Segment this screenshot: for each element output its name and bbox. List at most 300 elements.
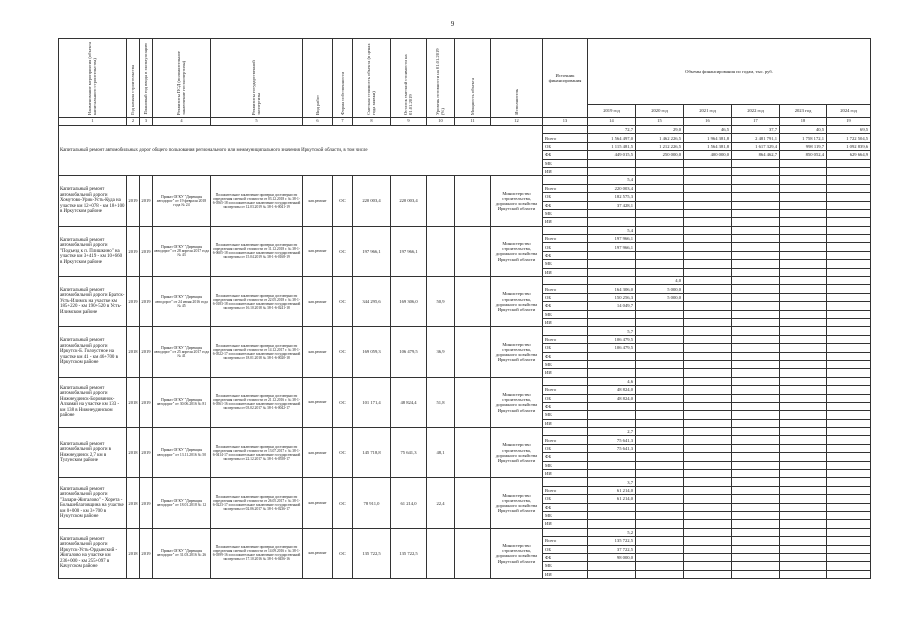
amount-cell xyxy=(684,184,732,192)
document-sheet xyxy=(58,38,870,579)
column-number: 9 xyxy=(391,118,427,126)
amount-cell xyxy=(684,520,732,528)
start-year: 2018 xyxy=(127,327,140,377)
amount-cell xyxy=(732,344,780,352)
end-year: 2019 xyxy=(140,277,153,327)
amount-cell xyxy=(636,553,684,561)
amount-cell xyxy=(636,360,684,368)
amount-cell xyxy=(588,310,636,318)
amount-cell xyxy=(827,545,871,553)
column-header xyxy=(153,39,211,118)
amount-cell xyxy=(732,486,780,494)
column-number: 8 xyxy=(353,118,391,126)
column-number: 3 xyxy=(140,118,153,126)
amount-cell xyxy=(684,545,732,553)
amount-cell: 400 000,0 xyxy=(684,151,732,159)
capacity xyxy=(455,226,491,276)
estimated-cost: 78 911,0 xyxy=(353,478,391,528)
source-cell: ИИ xyxy=(543,419,588,427)
amount-cell xyxy=(827,377,871,385)
amount-cell xyxy=(684,528,732,536)
source-cell: ФБ xyxy=(543,302,588,310)
amount-cell xyxy=(588,419,636,427)
capacity xyxy=(455,478,491,528)
source-cell: ИИ xyxy=(543,318,588,326)
amount-cell: 1 964 381,8 xyxy=(684,134,732,142)
start-year: 2019 xyxy=(127,176,140,226)
source-cell: МБ xyxy=(543,209,588,217)
amount-cell xyxy=(827,318,871,326)
amount-cell xyxy=(827,293,871,301)
amount-cell xyxy=(827,419,871,427)
column-number: 1 xyxy=(59,118,127,126)
column-header-text: Плановый год ввода в эксплуатацию xyxy=(143,43,149,115)
amount-cell xyxy=(732,167,780,175)
source-cell: ОБ xyxy=(543,545,588,553)
expertise-requisites: Положительное заключение проверки достоверности определения сметной стоимости от 13.07.2017 г. № 38-1-6-0414-17 и положительное заключение государственной экспертизы от 22.12.2017 № 38-1-6-0558-17 xyxy=(211,428,303,478)
amount-cell xyxy=(827,277,871,285)
amount-cell xyxy=(588,453,636,461)
amount-cell xyxy=(732,209,780,217)
amount-cell xyxy=(636,478,684,486)
amount-cell: 197 966,1 xyxy=(588,243,636,251)
amount-cell xyxy=(636,235,684,243)
amount-cell xyxy=(827,511,871,519)
amount-cell xyxy=(827,243,871,251)
amount-cell xyxy=(827,352,871,360)
object-name: Капитальный ремонт автомобильной дороги Иркутск-Б. Голоустное на участке км 41 - км 46+700 в Иркутском районе xyxy=(59,327,127,377)
amount-cell xyxy=(732,562,780,570)
amount-cell xyxy=(684,285,732,293)
remaining-cost: 75 641,3 xyxy=(391,428,427,478)
amount-cell xyxy=(732,428,780,436)
amount-cell xyxy=(827,285,871,293)
amount-cell xyxy=(780,360,827,368)
column-header xyxy=(333,39,353,118)
amount-cell xyxy=(684,570,732,578)
amount-cell: 1 758 172,1 xyxy=(780,134,827,142)
object-name: Капитальный ремонт автомобильной дороги Хомутово-Урик-Усть-Куда на участке км 12+078 - км 18+100 в Иркутском районе xyxy=(59,176,127,226)
amount-cell xyxy=(684,562,732,570)
amount-cell: 61 214,0 xyxy=(588,495,636,503)
psd-requisites: Приказ ОГКУ "Дирекция автодорог" от 24 июня 2016 года № 45 xyxy=(153,277,211,327)
amount-cell xyxy=(684,209,732,217)
readiness xyxy=(427,226,455,276)
amount-cell xyxy=(684,461,732,469)
source-cell: Всего xyxy=(543,335,588,343)
end-year: 2019 xyxy=(140,528,153,578)
amount-cell xyxy=(684,411,732,419)
amount-cell: 106 479,5 xyxy=(588,344,636,352)
column-header-text: Уровень готовности на 01.01.2019 (%) xyxy=(435,48,446,115)
amount-cell: 37,7 xyxy=(732,126,780,134)
amount-cell xyxy=(780,537,827,545)
amount-cell xyxy=(827,436,871,444)
summary-row xyxy=(59,126,871,134)
remaining-cost: 135 722,5 xyxy=(391,528,427,578)
financing-header: Объемы финансирования по годам, тыс. руб. xyxy=(588,39,871,105)
amount-cell xyxy=(684,453,732,461)
executor: Министерство строительства, дорожного хозяйства Иркутской области xyxy=(491,226,543,276)
source-cell: ОБ xyxy=(543,444,588,452)
amount-cell xyxy=(636,436,684,444)
column-header-text: Реквизиты ПСД (положительное заключение госэкспертизы) xyxy=(176,50,187,115)
amount-cell xyxy=(588,352,636,360)
estimated-cost: 101 171,4 xyxy=(353,377,391,427)
table-row xyxy=(59,428,871,436)
amount-cell xyxy=(732,495,780,503)
estimated-cost: 344 295,6 xyxy=(353,277,391,327)
amount-cell xyxy=(636,209,684,217)
executor: Министерство строительства, дорожного хозяйства Иркутской области xyxy=(491,528,543,578)
end-year: 2019 xyxy=(140,377,153,427)
expertise-requisites: Положительное заключение проверки достоверности определения сметной стоимости от 22.05.2018 г. № 38-1-6-0183-18 и положительное заключение государственной экспертизы от 16.10.2018 № 38-1-6-0241-18 xyxy=(211,277,303,327)
column-number: 5 xyxy=(211,118,303,126)
source-cell xyxy=(543,277,588,285)
amount-cell xyxy=(780,277,827,285)
amount-cell xyxy=(588,260,636,268)
amount-cell xyxy=(636,394,684,402)
amount-cell xyxy=(780,520,827,528)
amount-cell xyxy=(732,226,780,234)
source-cell: ОБ xyxy=(543,293,588,301)
amount-cell xyxy=(780,377,827,385)
amount-cell xyxy=(684,394,732,402)
amount-cell xyxy=(684,478,732,486)
amount-cell xyxy=(780,461,827,469)
amount-cell xyxy=(636,537,684,545)
estimated-cost: 135 722,5 xyxy=(353,528,391,578)
amount-cell: 449 015,5 xyxy=(588,151,636,159)
expertise-requisites: Положительное заключение проверки достоверности определения сметной стоимости от 14.09.2016 г. № 38-1-6-0399-16 и положительное заключение государственной экспертизы от 17.10.2016 № 38-1-6-0456-16 xyxy=(211,528,303,578)
amount-cell xyxy=(684,176,732,184)
capacity xyxy=(455,528,491,578)
amount-cell: 61 214,0 xyxy=(588,486,636,494)
amount-cell xyxy=(827,553,871,561)
amount-cell xyxy=(827,369,871,377)
amount-cell xyxy=(827,268,871,276)
work-kind: кап.ремонт xyxy=(303,478,333,528)
end-year: 2019 xyxy=(140,226,153,276)
amount-cell xyxy=(636,226,684,234)
amount-cell xyxy=(827,461,871,469)
amount-cell xyxy=(827,428,871,436)
work-kind: кап.ремонт xyxy=(303,226,333,276)
readiness: 36,9 xyxy=(427,327,455,377)
amount-cell xyxy=(636,201,684,209)
source-cell: МБ xyxy=(543,260,588,268)
amount-cell xyxy=(780,302,827,310)
amount-cell xyxy=(684,428,732,436)
table-row xyxy=(59,528,871,536)
amount-cell xyxy=(780,251,827,259)
amount-cell xyxy=(827,184,871,192)
amount-cell xyxy=(732,369,780,377)
amount-cell xyxy=(780,470,827,478)
expertise-requisites: Положительное заключение проверки достоверности определения сметной стоимости от 11.12.2018 г. № 38-1-6-0605-18 и положительное заключение государственной экспертизы от 15.04.2019 № 38-1-6-0168-19 xyxy=(211,226,303,276)
amount-cell xyxy=(588,562,636,570)
column-number: 10 xyxy=(427,118,455,126)
table-row xyxy=(59,176,871,184)
remaining-cost: 169 306,0 xyxy=(391,277,427,327)
amount-cell xyxy=(588,167,636,175)
amount-cell xyxy=(636,352,684,360)
source-cell: ФБ xyxy=(543,151,588,159)
amount-cell xyxy=(827,486,871,494)
source-cell: ФБ xyxy=(543,201,588,209)
end-year: 2019 xyxy=(140,428,153,478)
amount-cell xyxy=(684,511,732,519)
source-cell: МБ xyxy=(543,511,588,519)
column-header-text: Год начала строительства xyxy=(130,64,136,115)
amount-cell: 48 824,0 xyxy=(588,386,636,394)
object-name: Капитальный ремонт автомобильной дороги Братск-Усть-Илимск на участке км 185+220 - км 190+520 в Усть-Илимском районе xyxy=(59,277,127,327)
amount-cell xyxy=(732,260,780,268)
amount-cell xyxy=(732,327,780,335)
amount-cell xyxy=(780,562,827,570)
amount-cell xyxy=(780,419,827,427)
column-number: 17 xyxy=(732,118,780,126)
amount-cell xyxy=(684,268,732,276)
amount-cell xyxy=(780,193,827,201)
psd-requisites: Приказ ОГКУ "Дирекция автодорог" от 18.01.2018 № 12 xyxy=(153,478,211,528)
amount-cell xyxy=(780,352,827,360)
amount-cell: 250 000,0 xyxy=(636,151,684,159)
amount-cell xyxy=(827,344,871,352)
year-header: 2022 год xyxy=(732,105,780,118)
amount-cell xyxy=(684,218,732,226)
amount-cell: 37 428,1 xyxy=(588,201,636,209)
object-name: Капитальный ремонт автомобильной дороги в Нижнеудинск 2,7 км в Тулунском районе xyxy=(59,428,127,478)
source-cell xyxy=(543,176,588,184)
expertise-requisites: Положительное заключение проверки достоверности определения сметной стоимости от 03.12.2018 г. № 38-1-6-0565-18 и положительное заключение государственной экспертизы от 12.03.2019 № 38-1-6-0041-19 xyxy=(211,176,303,226)
start-year: 2018 xyxy=(127,528,140,578)
column-header xyxy=(391,39,427,118)
amount-cell xyxy=(732,377,780,385)
amount-cell xyxy=(636,402,684,410)
object-name: Капитальный ремонт автомобильной дороги Нижнеудинск-Боровинок-Алзамай на участке км 133 - км 138 в Нижнеудинском районе xyxy=(59,377,127,427)
psd-requisites: Приказ ОГКУ "Дирекция автодорог" от 28 апреля 2017 года № 43 xyxy=(153,226,211,276)
amount-cell: 75 641,3 xyxy=(588,436,636,444)
amount-cell xyxy=(732,310,780,318)
amount-cell xyxy=(780,260,827,268)
source-cell: МБ xyxy=(543,562,588,570)
end-year: 2019 xyxy=(140,478,153,528)
amount-cell xyxy=(684,486,732,494)
amount-cell xyxy=(636,193,684,201)
amount-cell xyxy=(732,511,780,519)
estimated-cost: 197 966,1 xyxy=(353,226,391,276)
ownership: ОС xyxy=(333,528,353,578)
amount-cell xyxy=(780,486,827,494)
column-number: 6 xyxy=(303,118,333,126)
readiness: 51,8 xyxy=(427,377,455,427)
amount-cell xyxy=(827,528,871,536)
amount-cell xyxy=(732,235,780,243)
amount-cell: 5 000,0 xyxy=(636,285,684,293)
amount-cell xyxy=(827,495,871,503)
amount-cell xyxy=(684,344,732,352)
amount-cell xyxy=(827,159,871,167)
amount-cell xyxy=(684,277,732,285)
amount-cell: 75 641,3 xyxy=(588,444,636,452)
amount-cell xyxy=(732,251,780,259)
column-header-text: Вид работ xyxy=(314,94,320,115)
amount-cell xyxy=(636,369,684,377)
amount-cell xyxy=(636,251,684,259)
amount-cell xyxy=(827,327,871,335)
amount-cell xyxy=(732,553,780,561)
amount-cell xyxy=(636,377,684,385)
amount-cell xyxy=(684,251,732,259)
amount-cell xyxy=(732,268,780,276)
amount-cell xyxy=(827,310,871,318)
amount-cell xyxy=(588,369,636,377)
column-header xyxy=(455,39,491,118)
amount-cell xyxy=(827,209,871,217)
amount-cell xyxy=(732,537,780,545)
source-cell: МБ xyxy=(543,360,588,368)
amount-cell: 40,5 xyxy=(780,126,827,134)
amount-cell xyxy=(780,453,827,461)
source-cell xyxy=(543,428,588,436)
table-row xyxy=(59,226,871,234)
amount-cell xyxy=(827,360,871,368)
amount-cell xyxy=(684,243,732,251)
amount-cell: 5,4 xyxy=(588,226,636,234)
column-header-text: Мощность объекта xyxy=(469,77,475,115)
amount-cell xyxy=(780,511,827,519)
amount-cell xyxy=(636,310,684,318)
amount-cell xyxy=(827,167,871,175)
psd-requisites: Приказ ОГКУ "Дирекция автодорог" от 30.06.2016 № 81 xyxy=(153,377,211,427)
amount-cell xyxy=(684,310,732,318)
source-cell: Всего xyxy=(543,134,588,142)
column-header-text: Реквизиты государственной экспертизы xyxy=(251,60,262,115)
amount-cell xyxy=(827,453,871,461)
capacity xyxy=(455,428,491,478)
amount-cell xyxy=(780,528,827,536)
amount-cell xyxy=(827,503,871,511)
source-cell: Всего xyxy=(543,235,588,243)
column-number: 7 xyxy=(333,118,353,126)
amount-cell xyxy=(684,235,732,243)
amount-cell xyxy=(732,360,780,368)
work-kind: кап.ремонт xyxy=(303,176,333,226)
amount-cell: 220 003,4 xyxy=(588,184,636,192)
amount-cell xyxy=(636,218,684,226)
amount-cell xyxy=(684,302,732,310)
source-cell: ФБ xyxy=(543,453,588,461)
amount-cell xyxy=(732,503,780,511)
remaining-cost: 48 824,4 xyxy=(391,377,427,427)
amount-cell xyxy=(636,243,684,251)
column-header-text: Сметная стоимость объекта (в ценах года заявки) xyxy=(366,43,377,115)
amount-cell xyxy=(684,293,732,301)
executor: Министерство строительства, дорожного хозяйства Иркутской области xyxy=(491,428,543,478)
amount-cell xyxy=(732,570,780,578)
capacity xyxy=(455,277,491,327)
amount-cell xyxy=(732,159,780,167)
amount-cell xyxy=(780,243,827,251)
amount-cell xyxy=(636,335,684,343)
source-cell: ИИ xyxy=(543,570,588,578)
amount-cell xyxy=(732,352,780,360)
amount-cell xyxy=(780,545,827,553)
amount-cell xyxy=(780,318,827,326)
amount-cell xyxy=(732,285,780,293)
amount-cell xyxy=(588,318,636,326)
amount-cell: 998 119,7 xyxy=(780,142,827,150)
work-kind: кап.ремонт xyxy=(303,528,333,578)
table-row xyxy=(59,377,871,385)
amount-cell xyxy=(684,159,732,167)
amount-cell xyxy=(684,470,732,478)
amount-cell xyxy=(732,470,780,478)
amount-cell: 14 049,7 xyxy=(588,302,636,310)
amount-cell: 48 824,0 xyxy=(588,394,636,402)
amount-cell xyxy=(588,470,636,478)
amount-cell xyxy=(684,360,732,368)
source-cell: ФБ xyxy=(543,251,588,259)
column-header xyxy=(127,39,140,118)
amount-cell xyxy=(732,411,780,419)
amount-cell xyxy=(636,545,684,553)
amount-cell xyxy=(684,260,732,268)
amount-cell xyxy=(684,226,732,234)
column-header-text: Остаток сметной стоимости на 01.01.2019 xyxy=(403,54,414,115)
amount-cell xyxy=(827,444,871,452)
source-cell: Всего xyxy=(543,436,588,444)
source-cell: Всего xyxy=(543,537,588,545)
amount-cell xyxy=(588,209,636,217)
year-header: 2019 год xyxy=(588,105,636,118)
ownership: ОС xyxy=(333,377,353,427)
work-kind: кап.ремонт xyxy=(303,277,333,327)
start-year: 2018 xyxy=(127,377,140,427)
amount-cell xyxy=(684,402,732,410)
object-name: Капитальный ремонт автомобильной дороги "Залари-Жигалово" - Хорета - Большеблаговщина на участке км 0+000 - км 3+700 в Нукутском районе xyxy=(59,478,127,528)
amount-cell: 46,5 xyxy=(684,126,732,134)
amount-cell xyxy=(684,419,732,427)
executor: Министерство строительства, дорожного хозяйства Иркутской области xyxy=(491,327,543,377)
amount-cell xyxy=(636,176,684,184)
amount-cell xyxy=(780,235,827,243)
column-header xyxy=(427,39,455,118)
amount-cell xyxy=(780,335,827,343)
amount-cell xyxy=(684,369,732,377)
amount-cell xyxy=(732,386,780,394)
amount-cell xyxy=(636,344,684,352)
amount-cell xyxy=(780,293,827,301)
amount-cell: 5,4 xyxy=(588,176,636,184)
amount-cell xyxy=(636,327,684,335)
amount-cell xyxy=(636,318,684,326)
amount-cell xyxy=(684,167,732,175)
amount-cell xyxy=(732,444,780,452)
source-cell: ОБ xyxy=(543,394,588,402)
amount-cell xyxy=(732,302,780,310)
object-name: Капитальный ремонт автомобильной дороги Иркутск-Усть-Ордынский - Жигалово на участке км 236+000 - км 255+097 в Качугском районе xyxy=(59,528,127,578)
column-number: 18 xyxy=(780,118,827,126)
amount-cell xyxy=(780,310,827,318)
amount-cell: 135 722,5 xyxy=(588,537,636,545)
column-header xyxy=(353,39,391,118)
amount-cell xyxy=(732,218,780,226)
executor: Министерство строительства, дорожного хозяйства Иркутской области xyxy=(491,478,543,528)
source-cell: ИИ xyxy=(543,268,588,276)
amount-cell xyxy=(780,226,827,234)
